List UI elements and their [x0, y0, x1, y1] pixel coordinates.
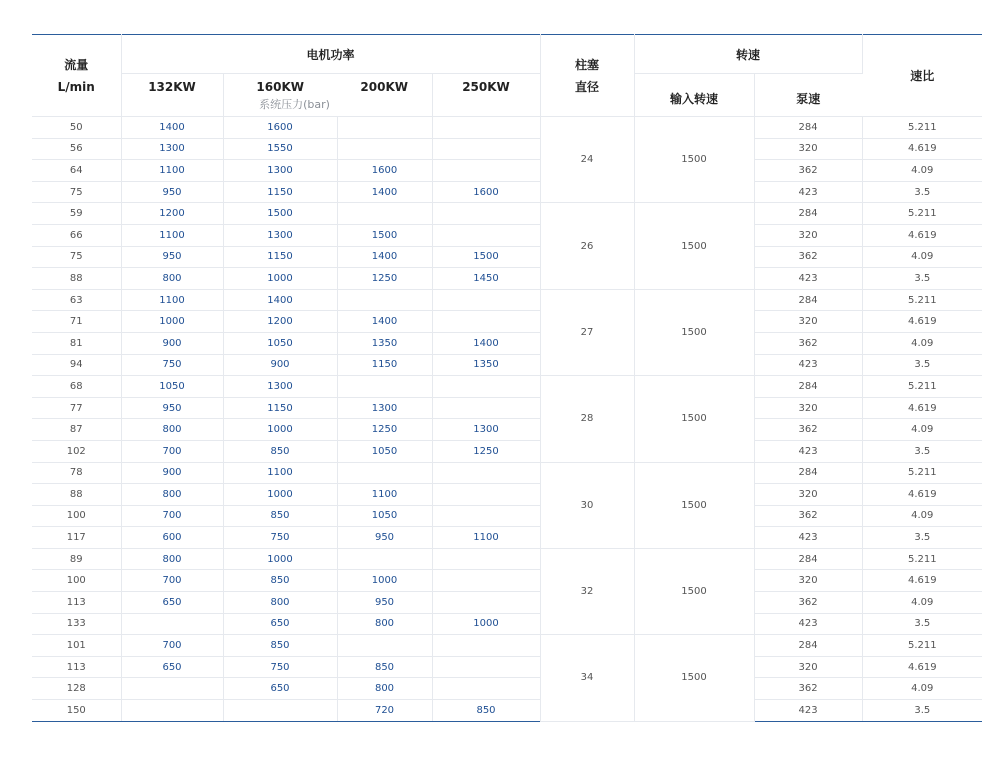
plunger-diameter-cell: 34 [540, 635, 634, 721]
pressure-cell: 800 [121, 268, 223, 290]
pressure-cell [337, 203, 432, 225]
flow-cell: 81 [32, 332, 121, 354]
table-row [32, 224, 982, 246]
plunger-diameter-cell: 28 [540, 376, 634, 462]
pressure-cell: 1400 [337, 181, 432, 203]
pressure-cell: 950 [121, 181, 223, 203]
pressure-cell: 850 [223, 635, 337, 657]
ratio-cell: 3.5 [862, 527, 982, 549]
pressure-cell: 1050 [337, 440, 432, 462]
pump-speed-cell: 423 [754, 700, 862, 722]
table-row [32, 354, 982, 376]
pressure-cell: 1400 [223, 289, 337, 311]
pressure-cell [337, 117, 432, 139]
pressure-cell: 1000 [337, 570, 432, 592]
table-row [32, 332, 982, 354]
pump-speed-cell: 320 [754, 397, 862, 419]
pressure-note: 系统压力(bar) [259, 98, 330, 111]
pump-speed-cell: 362 [754, 505, 862, 527]
table-row [32, 635, 982, 657]
pressure-cell: 900 [121, 462, 223, 484]
pump-speed-cell: 284 [754, 203, 862, 225]
flow-header-unit: L/min [57, 79, 95, 94]
pressure-cell: 1500 [432, 246, 540, 268]
flow-cell: 117 [32, 527, 121, 549]
pump-speed-cell: 320 [754, 570, 862, 592]
pressure-cell [432, 160, 540, 182]
table-row [32, 613, 982, 635]
flow-cell: 78 [32, 462, 121, 484]
pump-speed-cell: 320 [754, 311, 862, 333]
pressure-cell [121, 678, 223, 700]
ratio-cell: 4.09 [862, 419, 982, 441]
ratio-cell: 3.5 [862, 181, 982, 203]
pressure-cell: 850 [223, 505, 337, 527]
ratio-cell: 5.211 [862, 203, 982, 225]
ratio-cell: 4.619 [862, 484, 982, 506]
input-speed-cell: 1500 [634, 376, 754, 462]
ratio-cell: 4.09 [862, 246, 982, 268]
pressure-cell: 1000 [223, 484, 337, 506]
pressure-cell: 700 [121, 635, 223, 657]
pressure-cell: 1600 [337, 160, 432, 182]
pressure-cell: 1250 [337, 419, 432, 441]
pump-speed-cell: 423 [754, 354, 862, 376]
pump-speed-cell: 362 [754, 332, 862, 354]
pressure-cell: 950 [121, 246, 223, 268]
table-row [32, 138, 982, 160]
flow-cell: 100 [32, 570, 121, 592]
pressure-cell [121, 700, 223, 722]
pressure-cell [432, 570, 540, 592]
flow-cell: 113 [32, 592, 121, 614]
pressure-cell [121, 613, 223, 635]
motor-power-header: 电机功率 [121, 35, 540, 74]
flow-cell: 101 [32, 635, 121, 657]
pressure-cell [432, 462, 540, 484]
input-speed-cell: 1500 [634, 203, 754, 289]
speed-header: 转速 [634, 35, 862, 74]
power-col-250kw: 250KW [432, 74, 540, 117]
ratio-cell: 4.09 [862, 592, 982, 614]
pressure-cell: 950 [121, 397, 223, 419]
flow-cell: 100 [32, 505, 121, 527]
input-speed-cell: 1500 [634, 289, 754, 375]
pump-speed-cell: 284 [754, 376, 862, 398]
flow-header [32, 35, 121, 117]
power-col-160kw-label: 160KW [256, 80, 305, 94]
pump-speed-cell: 362 [754, 419, 862, 441]
flow-cell: 66 [32, 224, 121, 246]
pressure-cell: 1250 [337, 268, 432, 290]
pressure-cell [432, 397, 540, 419]
pressure-cell: 1100 [121, 224, 223, 246]
pressure-cell: 1000 [432, 613, 540, 635]
table-row [32, 311, 982, 333]
plunger-diameter-cell: 32 [540, 548, 634, 634]
input-speed-cell: 1500 [634, 548, 754, 634]
power-col-160-200kw [223, 74, 432, 117]
ratio-cell: 4.09 [862, 332, 982, 354]
ratio-cell: 3.5 [862, 440, 982, 462]
table-row [32, 592, 982, 614]
pump-speed-cell: 284 [754, 289, 862, 311]
flow-header-label: 流量 [64, 57, 89, 72]
table-row [32, 268, 982, 290]
flow-cell: 128 [32, 678, 121, 700]
pump-speed-cell: 423 [754, 527, 862, 549]
pressure-cell [337, 289, 432, 311]
flow-cell: 63 [32, 289, 121, 311]
pump-speed-cell: 320 [754, 484, 862, 506]
pressure-cell: 850 [337, 656, 432, 678]
pressure-cell: 800 [337, 613, 432, 635]
pressure-cell: 850 [223, 440, 337, 462]
pressure-cell: 1300 [223, 376, 337, 398]
ratio-cell: 5.211 [862, 635, 982, 657]
ratio-cell: 4.619 [862, 397, 982, 419]
flow-cell: 75 [32, 246, 121, 268]
pump-speed-cell: 320 [754, 656, 862, 678]
ratio-cell: 3.5 [862, 354, 982, 376]
pressure-cell: 1300 [337, 397, 432, 419]
pump-speed-cell: 362 [754, 678, 862, 700]
ratio-cell: 4.09 [862, 160, 982, 182]
flow-cell: 59 [32, 203, 121, 225]
plunger-header-line1: 柱塞 [575, 57, 600, 72]
pump-speed-cell: 423 [754, 440, 862, 462]
ratio-cell: 4.619 [862, 224, 982, 246]
pressure-cell: 1100 [121, 289, 223, 311]
pressure-cell: 1250 [432, 440, 540, 462]
pressure-cell: 1200 [121, 203, 223, 225]
plunger-diameter-cell: 30 [540, 462, 634, 548]
input-speed-cell: 1500 [634, 462, 754, 548]
ratio-header: 速比 [862, 35, 982, 117]
pressure-cell: 650 [121, 656, 223, 678]
plunger-diameter-cell: 27 [540, 289, 634, 375]
pressure-cell [432, 203, 540, 225]
pressure-cell [432, 224, 540, 246]
pressure-cell [337, 376, 432, 398]
pressure-cell [432, 505, 540, 527]
pressure-cell: 1000 [223, 268, 337, 290]
ratio-cell: 3.5 [862, 613, 982, 635]
pump-speed-cell: 423 [754, 268, 862, 290]
pressure-cell: 1300 [223, 160, 337, 182]
pump-speed-cell: 284 [754, 635, 862, 657]
pressure-cell: 1050 [223, 332, 337, 354]
table-row [32, 484, 982, 506]
ratio-cell: 5.211 [862, 117, 982, 139]
table-row [32, 505, 982, 527]
ratio-cell: 5.211 [862, 289, 982, 311]
ratio-cell: 4.09 [862, 505, 982, 527]
pressure-cell: 650 [223, 613, 337, 635]
pressure-cell: 900 [223, 354, 337, 376]
flow-cell: 64 [32, 160, 121, 182]
pump-speed-cell: 284 [754, 548, 862, 570]
table-row [32, 570, 982, 592]
pressure-cell [432, 117, 540, 139]
pressure-cell: 600 [121, 527, 223, 549]
ratio-cell: 5.211 [862, 376, 982, 398]
table-row [32, 289, 982, 311]
pressure-cell [432, 138, 540, 160]
pressure-cell: 1550 [223, 138, 337, 160]
spec-table-container [32, 34, 982, 722]
plunger-diameter-cell: 26 [540, 203, 634, 289]
pump-speed-cell: 362 [754, 592, 862, 614]
flow-cell: 113 [32, 656, 121, 678]
table-row [32, 181, 982, 203]
pump-speed-cell: 320 [754, 138, 862, 160]
table-row [32, 117, 982, 139]
pressure-cell: 950 [337, 592, 432, 614]
flow-cell: 89 [32, 548, 121, 570]
input-speed-cell: 1500 [634, 117, 754, 203]
pressure-cell [432, 678, 540, 700]
table-row [32, 527, 982, 549]
input-speed-cell: 1500 [634, 635, 754, 721]
pump-speed-cell: 362 [754, 160, 862, 182]
pressure-cell [337, 138, 432, 160]
pressure-cell: 800 [121, 548, 223, 570]
plunger-header-line2: 直径 [575, 79, 600, 94]
pressure-cell: 1400 [337, 246, 432, 268]
pressure-cell: 1050 [121, 376, 223, 398]
ratio-cell: 3.5 [862, 700, 982, 722]
pressure-cell: 700 [121, 440, 223, 462]
flow-cell: 150 [32, 700, 121, 722]
flow-cell: 68 [32, 376, 121, 398]
pressure-cell [432, 289, 540, 311]
pressure-cell: 700 [121, 570, 223, 592]
pump-speed-cell: 284 [754, 117, 862, 139]
pressure-cell: 750 [223, 656, 337, 678]
pressure-cell: 1300 [223, 224, 337, 246]
pressure-cell [432, 376, 540, 398]
table-row [32, 462, 982, 484]
table-row [32, 246, 982, 268]
pressure-cell: 1000 [223, 548, 337, 570]
pressure-cell: 1150 [223, 181, 337, 203]
pressure-cell: 800 [121, 419, 223, 441]
power-col-132kw: 132KW [121, 74, 223, 117]
pressure-cell: 1350 [432, 354, 540, 376]
pump-spec-table [32, 34, 982, 722]
table-row [32, 678, 982, 700]
flow-cell: 88 [32, 484, 121, 506]
pressure-cell: 1400 [337, 311, 432, 333]
pressure-cell: 1450 [432, 268, 540, 290]
pressure-cell: 650 [121, 592, 223, 614]
pressure-cell: 720 [337, 700, 432, 722]
table-row [32, 440, 982, 462]
ratio-cell: 4.619 [862, 570, 982, 592]
pressure-cell: 1600 [223, 117, 337, 139]
pressure-cell [337, 462, 432, 484]
pressure-cell [337, 548, 432, 570]
table-row [32, 700, 982, 722]
pressure-cell: 1100 [337, 484, 432, 506]
ratio-cell: 4.619 [862, 138, 982, 160]
table-row [32, 160, 982, 182]
power-col-200kw-label: 200KW [360, 80, 409, 94]
pressure-cell: 1000 [223, 419, 337, 441]
pressure-cell: 1050 [337, 505, 432, 527]
ratio-cell: 4.09 [862, 678, 982, 700]
pressure-cell: 1150 [337, 354, 432, 376]
ratio-cell: 5.211 [862, 462, 982, 484]
flow-cell: 88 [32, 268, 121, 290]
flow-cell: 75 [32, 181, 121, 203]
pressure-cell: 750 [223, 527, 337, 549]
pressure-cell [432, 656, 540, 678]
pump-speed-cell: 423 [754, 181, 862, 203]
pressure-cell: 1300 [432, 419, 540, 441]
pressure-cell: 1500 [223, 203, 337, 225]
pressure-cell: 1350 [337, 332, 432, 354]
pressure-cell: 950 [337, 527, 432, 549]
pump-speed-header: 泵速 [754, 74, 862, 117]
flow-cell: 50 [32, 117, 121, 139]
pressure-cell: 1100 [223, 462, 337, 484]
pump-speed-cell: 320 [754, 224, 862, 246]
table-row [32, 376, 982, 398]
flow-cell: 77 [32, 397, 121, 419]
pressure-cell: 1400 [121, 117, 223, 139]
pressure-cell: 1150 [223, 246, 337, 268]
ratio-cell: 4.619 [862, 311, 982, 333]
pressure-cell: 1000 [121, 311, 223, 333]
plunger-diameter-header [540, 35, 634, 117]
pressure-cell: 1600 [432, 181, 540, 203]
pressure-cell: 1300 [121, 138, 223, 160]
ratio-cell: 4.619 [862, 656, 982, 678]
flow-cell: 133 [32, 613, 121, 635]
pressure-cell: 1500 [337, 224, 432, 246]
ratio-cell: 3.5 [862, 268, 982, 290]
pressure-cell: 700 [121, 505, 223, 527]
table-row [32, 656, 982, 678]
pump-speed-cell: 423 [754, 613, 862, 635]
pressure-cell: 850 [432, 700, 540, 722]
pressure-cell: 1200 [223, 311, 337, 333]
pressure-cell: 750 [121, 354, 223, 376]
pump-speed-cell: 284 [754, 462, 862, 484]
pressure-cell [432, 311, 540, 333]
table-body [32, 117, 982, 722]
pressure-cell [337, 635, 432, 657]
flow-cell: 71 [32, 311, 121, 333]
pressure-cell [223, 700, 337, 722]
pressure-cell [432, 635, 540, 657]
pressure-cell [432, 484, 540, 506]
table-header [32, 35, 982, 117]
pressure-cell: 850 [223, 570, 337, 592]
pressure-cell: 1100 [432, 527, 540, 549]
table-row [32, 203, 982, 225]
plunger-diameter-cell: 24 [540, 117, 634, 203]
pressure-cell: 900 [121, 332, 223, 354]
pressure-cell: 1150 [223, 397, 337, 419]
pressure-cell: 800 [337, 678, 432, 700]
pressure-cell: 800 [223, 592, 337, 614]
pressure-cell: 800 [121, 484, 223, 506]
input-speed-header: 输入转速 [634, 74, 754, 117]
table-row [32, 419, 982, 441]
pressure-cell: 650 [223, 678, 337, 700]
pressure-cell: 1400 [432, 332, 540, 354]
flow-cell: 94 [32, 354, 121, 376]
table-row [32, 548, 982, 570]
flow-cell: 56 [32, 138, 121, 160]
pressure-cell [432, 592, 540, 614]
ratio-cell: 5.211 [862, 548, 982, 570]
pressure-cell: 1100 [121, 160, 223, 182]
flow-cell: 87 [32, 419, 121, 441]
table-row [32, 397, 982, 419]
pressure-cell [432, 548, 540, 570]
flow-cell: 102 [32, 440, 121, 462]
pump-speed-cell: 362 [754, 246, 862, 268]
